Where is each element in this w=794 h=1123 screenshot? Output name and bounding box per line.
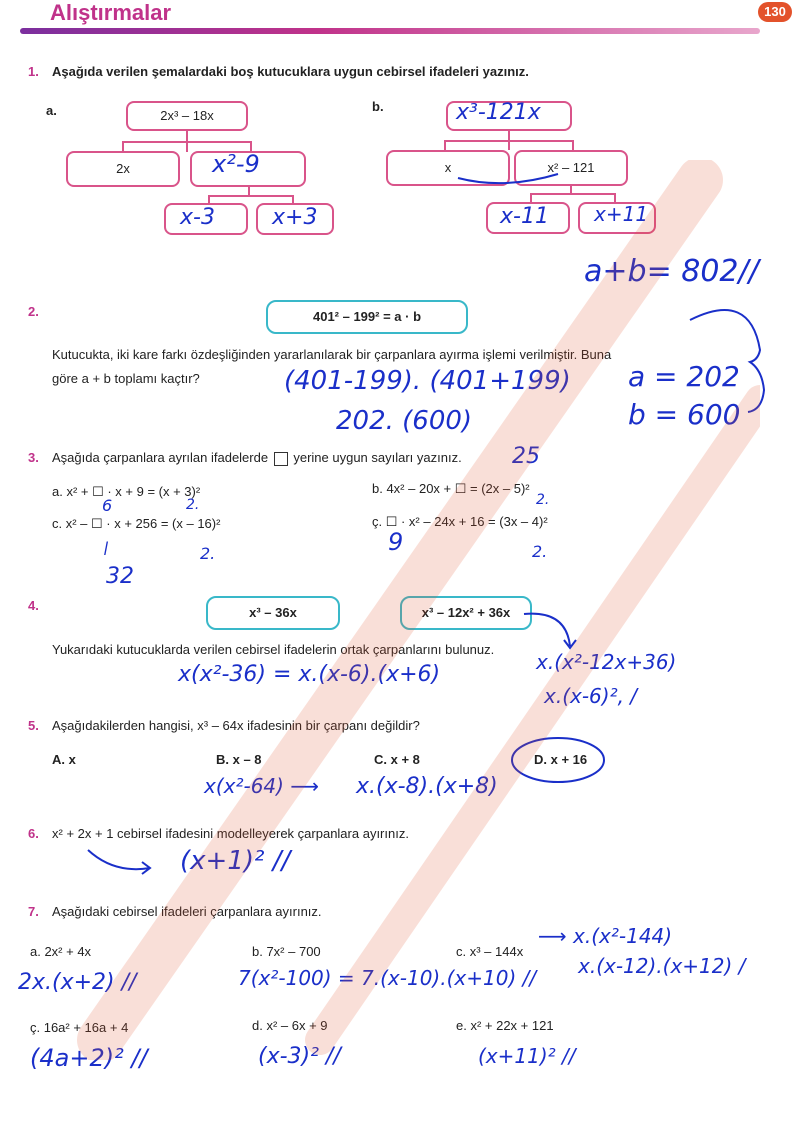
q2-work-line2: 202. (600): [336, 406, 473, 436]
q7a-answer: 2x.(x+2) //: [18, 970, 137, 995]
q7e-answer: (x+11)² //: [478, 1044, 576, 1068]
q4-work3: x.(x-6)², /: [544, 684, 638, 708]
q3a-answer: 6: [102, 496, 113, 515]
q3b-exponent-note: 2.: [536, 492, 550, 508]
q4-box2: x³ – 12x² + 36x: [400, 596, 532, 630]
q3b-answer: 25: [512, 444, 540, 469]
q4-work2: x.(x²-12x+36): [536, 650, 677, 674]
q5-option-a[interactable]: A. x: [52, 752, 76, 767]
q5-work2: x.(x-8).(x+8): [356, 774, 498, 799]
q1a-br-answer: x+3: [272, 205, 318, 230]
q2-brace: [680, 300, 780, 420]
q2-number: 2.: [28, 304, 39, 319]
q6-arrow: [84, 844, 164, 884]
q6-answer: (x+1)² //: [180, 846, 291, 876]
q3-number: 3.: [28, 450, 39, 465]
q3c-expression: c. x² – ☐ · x + 256 = (x – 16)²: [52, 516, 221, 531]
q1a-top-box: 2x³ – 18x: [126, 101, 248, 131]
q4-number: 4.: [28, 598, 39, 613]
page-number: 130: [758, 2, 792, 22]
q1b-right-box: x² – 121: [514, 150, 628, 186]
q1b-underline-curve: [454, 170, 564, 190]
q7b-answer: 7(x²-100) = 7.(x-10).(x+10) //: [238, 966, 537, 990]
q1a-label: a.: [46, 103, 57, 118]
q3cc-exponent-note: 2.: [532, 542, 548, 561]
q7c-expression: c. x³ – 144x: [456, 944, 524, 959]
q1a-left-box: 2x: [66, 151, 180, 187]
q3b-expression: b. 4x² – 20x + ☐ = (2x – 5)²: [372, 481, 530, 496]
q7c-work1: ⟶ x.(x²-144): [538, 924, 673, 948]
q1-number: 1.: [28, 64, 39, 79]
q3cc-expression: ç. ☐ · x² – 24x + 16 = (3x – 4)²: [372, 514, 548, 529]
q3cc-answer: 9: [388, 528, 404, 556]
q7-text: Aşağıdaki cebirsel ifadeleri çarpanlara ayırınız.: [52, 904, 322, 919]
q1b-br-answer: x+11: [594, 202, 649, 226]
q7e-expression: e. x² + 22x + 121: [456, 1018, 554, 1033]
q5-number: 5.: [28, 718, 39, 733]
title-underline: [20, 28, 760, 34]
q7cc-answer: (4a+2)² //: [30, 1044, 148, 1072]
q1b-label: b.: [372, 99, 384, 114]
q6-number: 6.: [28, 826, 39, 841]
q1a-bl-answer: x-3: [180, 205, 215, 230]
q3c-answer: 32: [106, 564, 134, 589]
q2-text-line2: göre a + b toplamı kaçtır?: [52, 371, 200, 386]
q2-work-line1: (401-199). (401+199): [284, 366, 571, 396]
q4-arrow: [520, 606, 580, 652]
q2-b-answer: b = 600: [628, 398, 741, 431]
q4-work1: x(x²-36) = x.(x-6).(x+6): [178, 662, 441, 687]
q1a-right-answer: x²-9: [212, 150, 260, 178]
q4-box1: x³ – 36x: [206, 596, 340, 630]
q7d-answer: (x-3)² //: [258, 1044, 341, 1069]
q5-work1: x(x²-64) ⟶: [204, 774, 319, 798]
q5-option-c[interactable]: C. x + 8: [374, 752, 420, 767]
q5-answer-circle: [508, 734, 608, 788]
q2-box: 401² – 199² = a · b: [266, 300, 468, 334]
q2-text-line1: Kutucukta, iki kare farkı özdeşliğinden yararlanılarak bir çarpanlara ayırma işlemi verilmiştir. Buna: [52, 347, 612, 362]
q7d-expression: d. x² – 6x + 9: [252, 1018, 328, 1033]
q7c-work2: x.(x-12).(x+12) /: [578, 954, 746, 978]
q5-option-d[interactable]: D. x + 16: [534, 752, 588, 767]
q7-number: 7.: [28, 904, 39, 919]
q7b-expression: b. 7x² – 700: [252, 944, 321, 959]
page-title: Alıştırmalar: [50, 0, 172, 25]
q3-text: Aşağıda çarpanlara ayrılan ifadelerde yerine uygun sayıları yazınız.: [52, 450, 462, 465]
q3c-mark: ǀ: [104, 540, 109, 556]
q1-text: Aşağıda verilen şemalardaki boş kutucuklara uygun cebirsel ifadeleri yazınız.: [52, 64, 529, 79]
q4-text: Yukarıdaki kutucuklarda verilen cebirsel ifadelerin ortak çarpanlarını bulunuz.: [52, 642, 495, 657]
q2-a-answer: a = 202: [628, 360, 740, 393]
q6-text: x² + 2x + 1 cebirsel ifadesini modelleyerek çarpanlara ayırınız.: [52, 826, 409, 841]
q3c-exponent-note: 2.: [200, 544, 216, 563]
q1b-left-box: x: [386, 150, 510, 186]
q3a-expression: a. x² + ☐ · x + 9 = (x + 3)²: [52, 484, 201, 499]
q5-option-b[interactable]: B. x – 8: [216, 752, 262, 767]
q2-sum-answer: a+b= 802//: [584, 254, 759, 289]
q7a-expression: a. 2x² + 4x: [30, 944, 92, 959]
q7cc-expression: ç. 16a² + 16a + 4: [30, 1020, 129, 1035]
q3a-exponent-note: 2.: [186, 497, 200, 513]
q1b-bl-answer: x-11: [500, 204, 549, 229]
q1b-top-answer: x³-121x: [456, 100, 541, 125]
q5-text: Aşağıdakilerden hangisi, x³ – 64x ifadesinin bir çarpanı değildir?: [52, 718, 420, 733]
